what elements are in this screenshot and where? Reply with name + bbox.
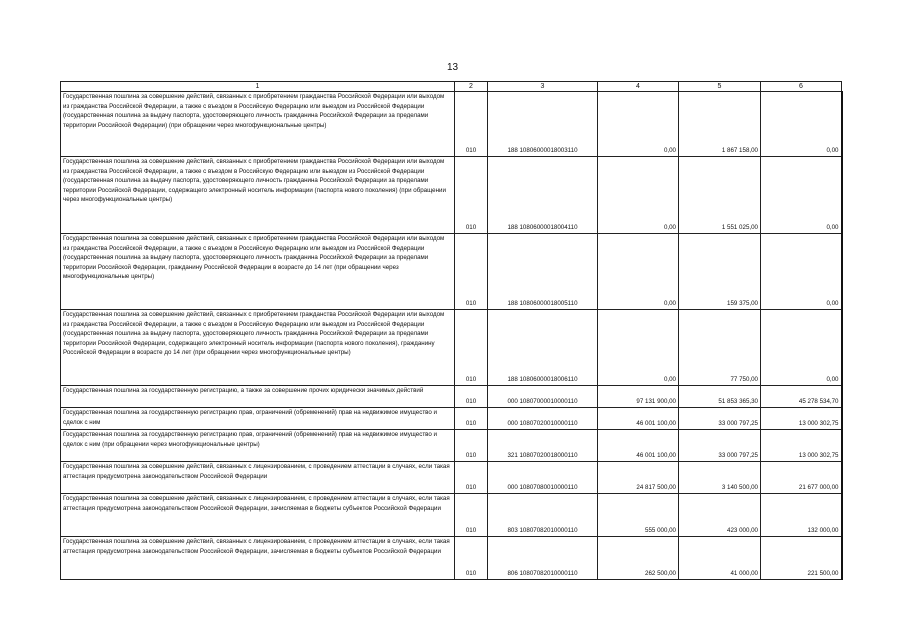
row-description: Государственная пошлина за совершение действий, связанных с приобретением гражданства Российской Федерации или выходом из гражданства Российской Федерации, а также с въездом в Российскую Федерацию или выездом из Российской Федерации (государственная пошлина за выдачу паспорта, удостоверяющего личность гражданина Российской Федерации за пределами территории Российской Федерации, содержащего электронный носитель информации (паспорта нового поколения), гражданину Российской Федерации в возрасте до 14 лет (при обращении через многофункциональные центры) [61,310,455,386]
row-budget-code: 188 10806000018005110 [488,234,598,310]
row-line-code: 010 [455,537,488,580]
row-description: Государственная пошлина за государственную регистрацию прав, ограничений (обременений) прав на недвижимое имущество и сделок с ним (при обращении через многофункциональные центры) [61,430,455,462]
row-unexecuted-value: 0,00 [761,157,842,234]
column-header: 2 [455,82,488,92]
column-header: 3 [488,82,598,92]
row-budget-code: 000 10807000010000110 [488,386,598,408]
row-approved-value: 46 001 100,00 [598,430,679,462]
row-approved-value: 97 131 900,00 [598,386,679,408]
table-row [61,157,842,234]
row-description: Государственная пошлина за совершение действий, связанных с лицензированием, с проведением аттестации в случаях, если такая аттестация предусмотрена законодательством Российской Федерации, зачисляемая в бюджеты субъектов Российской Федерации [61,494,455,537]
revenue-table [60,81,843,580]
row-line-code: 010 [455,234,488,310]
row-executed-value: 423 000,00 [679,494,761,537]
row-budget-code: 000 10807080010000110 [488,462,598,494]
row-line-code: 010 [455,92,488,157]
row-executed-value: 1 867 158,00 [679,92,761,157]
row-description: Государственная пошлина за государственную регистрацию прав, ограничений (обременений) прав на недвижимое имущество и сделок с ним [61,408,455,430]
table-row [61,537,842,580]
row-unexecuted-value: 45 278 534,70 [761,386,842,408]
row-executed-value: 51 853 365,30 [679,386,761,408]
row-approved-value: 555 000,00 [598,494,679,537]
row-line-code: 010 [455,430,488,462]
table-row [61,462,842,494]
table-row [61,430,842,462]
row-line-code: 010 [455,310,488,386]
row-description: Государственная пошлина за совершение действий, связанных с приобретением гражданства Российской Федерации или выходом из гражданства Российской Федерации, а также с въездом в Российскую Федерацию или выездом из Российской Федерации (государственная пошлина за выдачу паспорта, удостоверяющего личность гражданина Российской Федерации за пределами территории Российской Федерации) (при обращении через многофункциональные центры) [61,92,455,157]
table-row [61,310,842,386]
row-budget-code: 806 10807082010000110 [488,537,598,580]
row-line-code: 010 [455,494,488,537]
row-budget-code: 188 10806000018006110 [488,310,598,386]
row-approved-value: 24 817 500,00 [598,462,679,494]
page-number: 13 [446,62,459,73]
column-header: 4 [598,82,679,92]
row-line-code: 010 [455,462,488,494]
table-row [61,92,842,157]
column-header: 1 [61,82,455,92]
row-approved-value: 0,00 [598,92,679,157]
row-unexecuted-value: 13 000 302,75 [761,430,842,462]
row-approved-value: 0,00 [598,234,679,310]
row-executed-value: 33 000 797,25 [679,430,761,462]
row-executed-value: 33 000 797,25 [679,408,761,430]
row-executed-value: 159 375,00 [679,234,761,310]
row-executed-value: 77 750,00 [679,310,761,386]
row-description: Государственная пошлина за совершение действий, связанных с приобретением гражданства Российской Федерации или выходом из гражданства Российской Федерации, а также с въездом в Российскую Федерацию или выездом из Российской Федерации (государственная пошлина за выдачу паспорта, удостоверяющего личность гражданина Российской Федерации за пределами территории Российской Федерации, гражданину Российской Федерации в возрасте до 14 лет (при обращении через многофункциональные центры) [61,234,455,310]
table-row [61,234,842,310]
row-approved-value: 0,00 [598,157,679,234]
row-description: Государственная пошлина за совершение действий, связанных с лицензированием, с проведением аттестации в случаях, если такая аттестация предусмотрена законодательством Российской Федерации [61,462,455,494]
row-budget-code: 188 10806000018004110 [488,157,598,234]
row-approved-value: 46 001 100,00 [598,408,679,430]
row-executed-value: 3 140 500,00 [679,462,761,494]
row-unexecuted-value: 0,00 [761,92,842,157]
row-approved-value: 0,00 [598,310,679,386]
column-header: 6 [761,82,842,92]
row-unexecuted-value: 21 677 000,00 [761,462,842,494]
row-line-code: 010 [455,157,488,234]
table-row [61,408,842,430]
row-unexecuted-value: 0,00 [761,310,842,386]
row-executed-value: 1 551 025,00 [679,157,761,234]
row-executed-value: 41 000,00 [679,537,761,580]
row-unexecuted-value: 221 500,00 [761,537,842,580]
row-budget-code: 188 10806000018003110 [488,92,598,157]
row-budget-code: 000 10807020010000110 [488,408,598,430]
table-row [61,386,842,408]
row-description: Государственная пошлина за совершение действий, связанных с приобретением гражданства Российской Федерации или выходом из гражданства Российской Федерации, а также с въездом в Российскую Федерацию или выездом из Российской Федерации (государственная пошлина за выдачу паспорта, удостоверяющего личность гражданина Российской Федерации за пределами территории Российской Федерации, содержащего электронный носитель информации (паспорта нового поколения) (при обращении через многофункциональные центры) [61,157,455,234]
row-unexecuted-value: 132 000,00 [761,494,842,537]
row-budget-code: 321 10807020018000110 [488,430,598,462]
row-description: Государственная пошлина за государственную регистрацию, а также за совершение прочих юридически значимых действий [61,386,455,408]
row-line-code: 010 [455,386,488,408]
row-budget-code: 803 10807082010000110 [488,494,598,537]
column-header: 5 [679,82,761,92]
row-approved-value: 262 500,00 [598,537,679,580]
column-number-row [61,82,842,92]
row-unexecuted-value: 13 000 302,75 [761,408,842,430]
table-row [61,494,842,537]
row-description: Государственная пошлина за совершение действий, связанных с лицензированием, с проведением аттестации в случаях, если такая аттестация предусмотрена законодательством Российской Федерации, зачисляемая в бюджеты субъектов Российской Федерации [61,537,455,580]
row-line-code: 010 [455,408,488,430]
row-unexecuted-value: 0,00 [761,234,842,310]
